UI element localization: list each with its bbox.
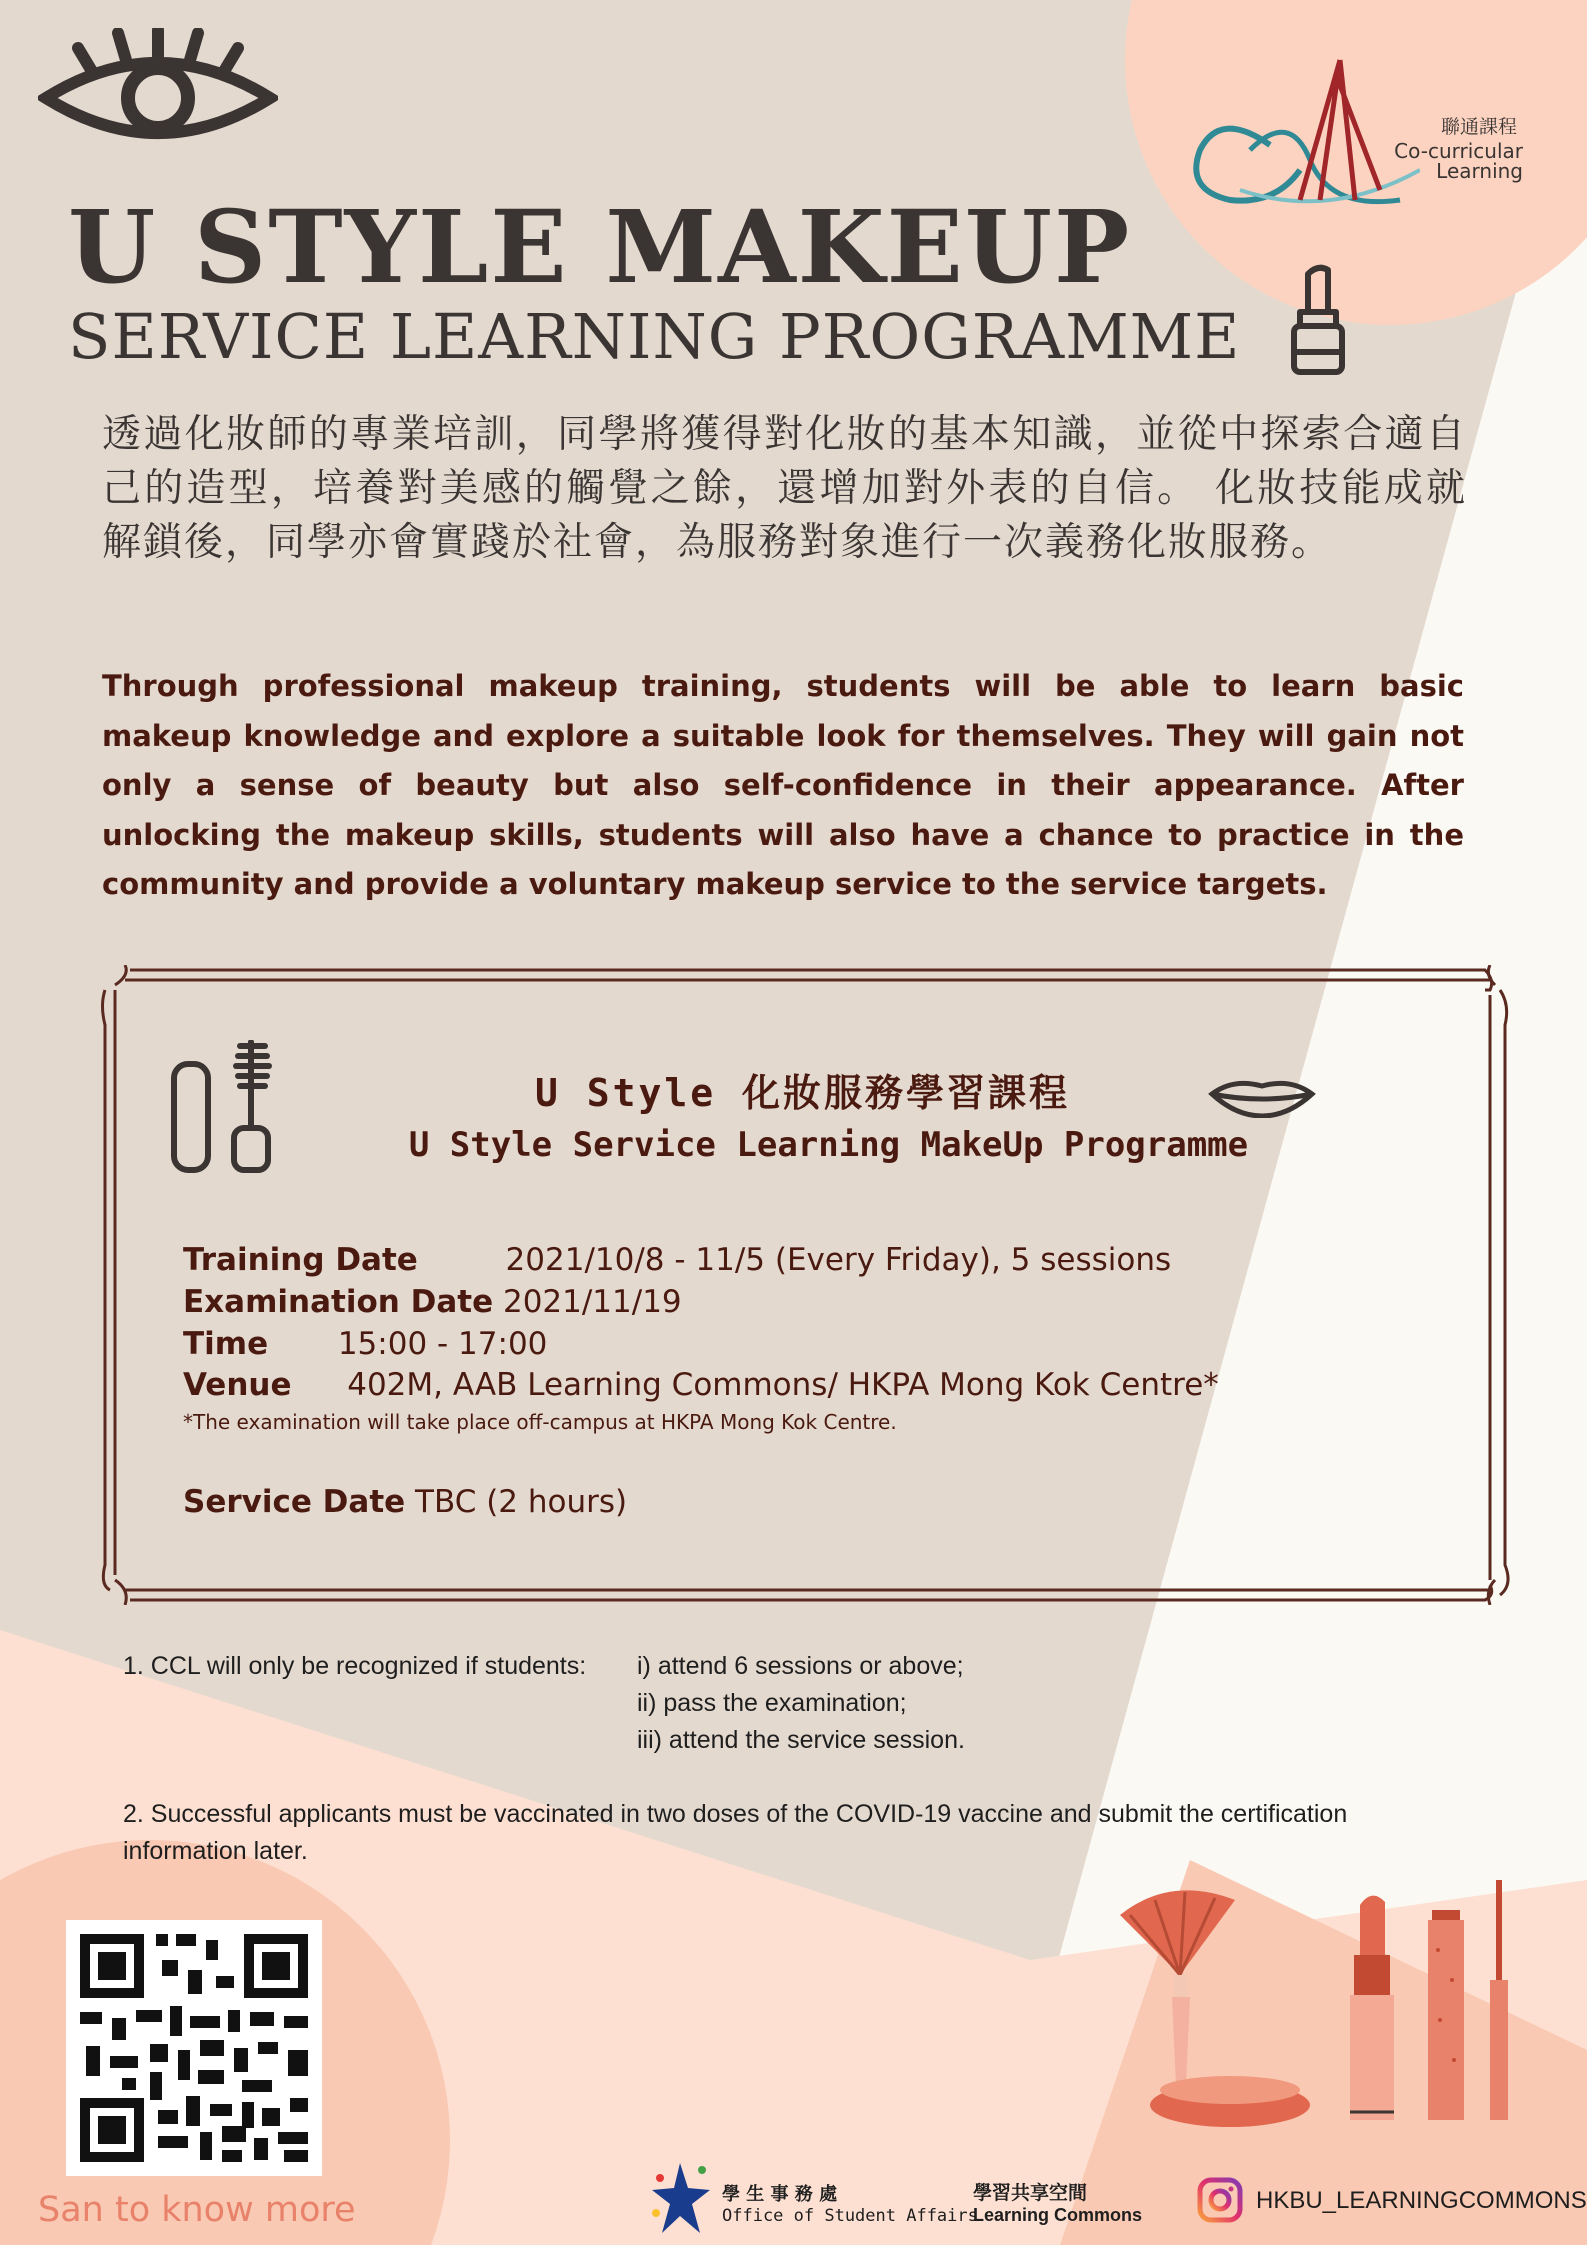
exam-date-value: 2021/11/19 <box>502 1284 682 1320</box>
qr-caption: San to know more <box>38 2190 356 2230</box>
instagram-icon[interactable] <box>1197 2177 1243 2223</box>
lc-name-en: Learning Commons <box>973 2205 1143 2225</box>
venue-label: Venue <box>183 1367 292 1403</box>
programme-title-en: U Style Service Learning MakeUp Programme <box>408 1125 1249 1165</box>
ccl-logo-en-line1: Co-curricular <box>1394 139 1523 163</box>
page-title: U STYLE MAKEUP <box>68 188 1132 306</box>
osa-star-icon <box>650 2158 710 2238</box>
service-date-value: TBC (2 hours) <box>415 1484 628 1520</box>
programme-title-zh: U Style 化妝服務學習課程 <box>534 1071 1071 1115</box>
qr-code[interactable] <box>66 1920 322 2176</box>
makeup-tools-illustration <box>1110 1880 1530 2130</box>
venue-note: *The examination will take place off-campus at HKPA Mong Kok Centre. <box>183 1410 897 1434</box>
ccl-logo-en-line2: Learning <box>1436 159 1523 183</box>
venue-row <box>183 1367 1219 1403</box>
training-date-label: Training Date <box>183 1242 418 1278</box>
time-row <box>183 1326 547 1362</box>
ccl-requirement-item: iii) attend the service session. <box>637 1726 965 1754</box>
ccl-requirement-intro: 1. CCL will only be recognized if students: <box>123 1652 587 1680</box>
exam-date-row <box>183 1284 682 1320</box>
eye-icon <box>38 28 278 153</box>
lc-name-zh: 學習共享空間 <box>973 2182 1088 2204</box>
venue-value: 402M, AAB Learning Commons/ HKPA Mong Kok Centre* <box>347 1367 1219 1403</box>
osa-name-en: Office of Student Affairs <box>722 2206 978 2226</box>
ccl-logo <box>1180 50 1420 230</box>
ccl-requirement-item: ii) pass the examination; <box>637 1689 907 1717</box>
time-value: 15:00 - 17:00 <box>337 1326 548 1362</box>
training-date-row <box>183 1242 1171 1278</box>
service-date-row <box>183 1484 627 1520</box>
exam-date-label: Examination Date <box>183 1284 494 1320</box>
ccl-logo-en <box>1394 141 1523 181</box>
intro-english: Through professional makeup training, students will be able to learn basic makeup knowledge and explore a suitable look for themselves. They will gain not only a sense of beauty but also self-confidence in their appearance. After unlocking the makeup skills, students will also have a chance to practice in the community and provide a voluntary makeup service to the service targets. <box>102 669 1464 901</box>
instagram-handle[interactable]: HKBU_LEARNINGCOMMONS <box>1256 2187 1587 2214</box>
training-date-value: 2021/10/8 - 11/5 (Every Friday), 5 sessions <box>505 1242 1172 1278</box>
ccl-logo-zh: 聯通課程 <box>1440 116 1517 138</box>
ccl-requirement-item: i) attend 6 sessions or above; <box>637 1652 964 1680</box>
page-subtitle: SERVICE LEARNING PROGRAMME <box>68 300 1241 373</box>
covid-requirement-line2: information later. <box>123 1837 308 1865</box>
osa-name-zh: 學 生 事 務 處 <box>722 2184 838 2205</box>
time-label: Time <box>183 1326 269 1362</box>
service-date-label: Service Date <box>183 1484 406 1520</box>
lipstick-icon <box>1288 262 1348 377</box>
intro-chinese: 透過化妝師的專業培訓，同學將獲得對化妝的基本知識，並從中探索合適自己的造型，培養對美感的觸覺之餘，還增加對外表的自信。 化妝技能成就解鎖後，同學亦會實踐於社會，為服務對象進行一次義務化妝服務。 <box>102 412 1467 565</box>
covid-requirement-line1: 2. Successful applicants must be vaccinated in two doses of the COVID-19 vaccine and submit the certification <box>123 1800 1348 1828</box>
